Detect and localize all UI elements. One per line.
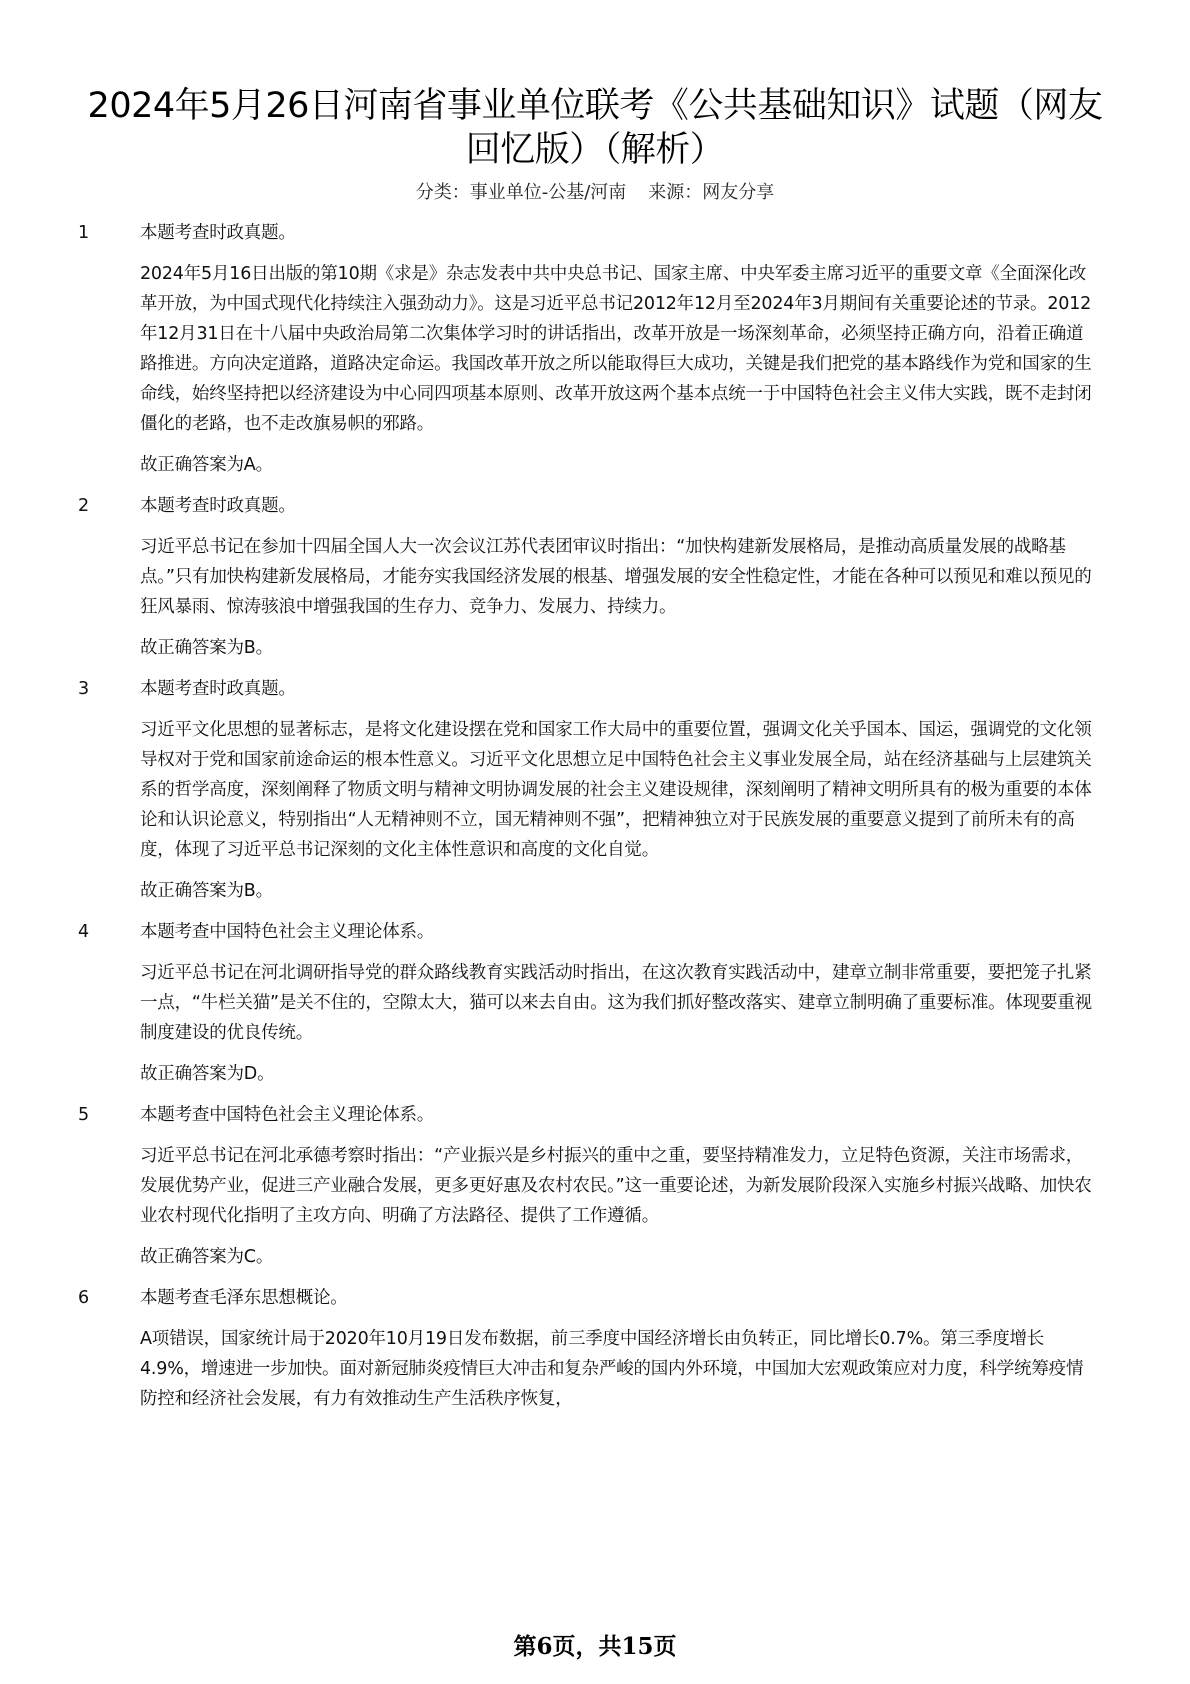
question-answer: 故正确答案为C。 — [140, 1247, 274, 1267]
question-answer: 故正确答案为B。 — [140, 638, 273, 658]
question-explanation: 习近平总书记在河北承德考察时指出：“产业振兴是乡村振兴的重中之重，要坚持精准发力，立足特色资源，关注市场需求，发展优势产业，促进三产业融合发展，更多更好惠及农村农民。”这一重要论述，为新发展阶段深入实施乡村振兴战略、加快农业农村现代化指明了主攻方向、明确了方法路径、提供了工作遵循。 — [140, 1146, 1092, 1226]
question-number: 1 — [78, 223, 90, 243]
question-topic: 本题考查时政真题。 — [140, 223, 296, 243]
question-explanation: 习近平文化思想的显著标志，是将文化建设摆在党和国家工作大局中的重要位置，强调文化关乎国本、国运，强调党的文化领导权对于党和国家前途命运的根本性意义。习近平文化思想立足中国特色社会主义事业发展全局，站在经济基础与上层建筑关系的哲学高度，深刻阐释了物质文明与精神文明协调发展的社会主义建设规律，深刻阐明了精神文明所具有的极为重要的本体论和认识论意义，特别指出“人无精神则不立，国无精神则不强”，把精神独立对于民族发展的重要意义提到了前所未有的高度，体现了习近平总书记深刻的文化主体性意识和高度的文化自觉。 — [140, 720, 1092, 860]
question-item — [0, 917, 1190, 1089]
question-number: 5 — [78, 1105, 90, 1125]
question-topic: 本题考查中国特色社会主义理论体系。 — [140, 922, 435, 942]
question-number: 3 — [78, 679, 90, 699]
page-number: 第6页，共15页 — [513, 1633, 677, 1660]
question-explanation: 2024年5月16日出版的第10期《求是》杂志发表中共中央总书记、国家主席、中央军委主席习近平的重要文章《全面深化改革开放，为中国式现代化持续注入强劲动力》。这是习近平总书记2012年12月至2024年3月期间有关重要论述的节录。2012年12月31日在十八届中央政治局第二次集体学习时的讲话指出，改革开放是一场深刻革命，必须坚持正确方向，沿着正确道路推进。方向决定道路，道路决定命运。我国改革开放之所以能取得巨大成功，关键是我们把党的基本路线作为党和国家的生命线，始终坚持把以经济建设为中心同四项基本原则、改革开放这两个基本点统一于中国特色社会主义伟大实践，既不走封闭僵化的老路，也不走改旗易帜的邪路。 — [140, 264, 1092, 434]
question-topic: 本题考查时政真题。 — [140, 679, 296, 699]
question-list — [0, 218, 1190, 1425]
source-label: 来源：网友分享 — [648, 182, 775, 203]
document-meta — [85, 181, 1105, 205]
question-topic: 本题考查中国特色社会主义理论体系。 — [140, 1105, 435, 1125]
question-explanation: A项错误，国家统计局于2020年10月19日发布数据，前三季度中国经济增长由负转正，同比增长0.7%。第三季度增长4.9%，增速进一步加快。面对新冠肺炎疫情巨大冲击和复杂严峻的国内外环境，中国加大宏观政策应对力度，科学统筹疫情防控和经济社会发展，有力有效推动生产生活秩序恢复， — [140, 1329, 1084, 1409]
question-explanation: 习近平总书记在河北调研指导党的群众路线教育实践活动时指出，在这次教育实践活动中，建章立制非常重要，要把笼子扎紧一点，“牛栏关猫”是关不住的，空隙太大，猫可以来去自由。这为我们抓好整改落实、建章立制明确了重要标准。体现要重视制度建设的优良传统。 — [140, 963, 1092, 1043]
question-answer: 故正确答案为D。 — [140, 1064, 275, 1084]
question-item — [0, 674, 1190, 906]
question-item — [0, 1100, 1190, 1272]
question-answer: 故正确答案为A。 — [140, 455, 273, 475]
document-title: 2024年5月26日河南省事业单位联考《公共基础知识》试题（网友回忆版）（解析） — [87, 86, 1103, 170]
question-topic: 本题考查时政真题。 — [140, 496, 296, 516]
question-number: 2 — [78, 496, 90, 516]
question-explanation: 习近平总书记在参加十四届全国人大一次会议江苏代表团审议时指出：“加快构建新发展格局，是推动高质量发展的战略基点。”只有加快构建新发展格局，才能夯实我国经济发展的根基、增强发展的安全性稳定性，才能在各种可以预见和难以预见的狂风暴雨、惊涛骇浪中增强我国的生存力、竞争力、发展力、持续力。 — [140, 537, 1092, 617]
question-item — [0, 1283, 1190, 1414]
question-item — [0, 491, 1190, 663]
question-number: 6 — [78, 1288, 90, 1308]
question-number: 4 — [78, 922, 90, 942]
question-answer: 故正确答案为B。 — [140, 881, 273, 901]
question-topic: 本题考查毛泽东思想概论。 — [140, 1288, 348, 1308]
category-label: 分类：事业单位-公基/河南 — [415, 182, 627, 203]
question-item — [0, 218, 1190, 480]
